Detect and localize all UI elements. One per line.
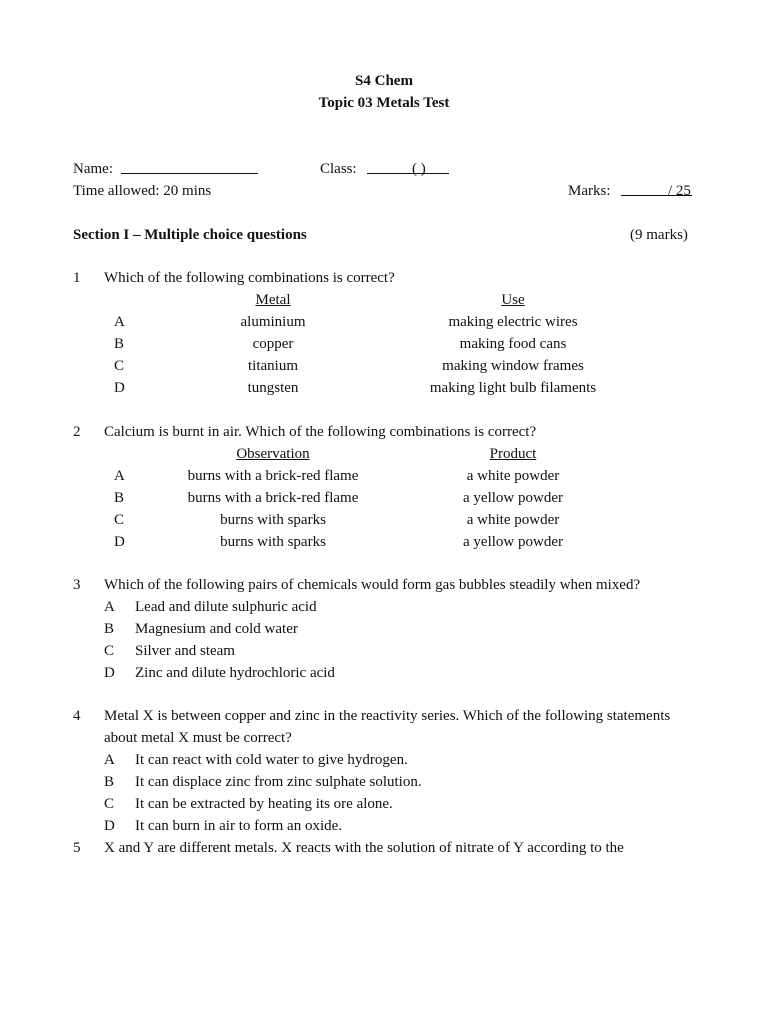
option-text: It can burn in air to form an oxide.	[135, 818, 343, 834]
option-observation: burns with sparks	[220, 512, 326, 528]
question-number: 1	[73, 270, 81, 286]
option-text: Silver and steam	[135, 643, 235, 659]
option-text: It can be extracted by heating its ore alone.	[135, 796, 393, 812]
question-number: 2	[73, 424, 81, 440]
option-metal: aluminium	[240, 314, 306, 330]
option-letter: B	[114, 490, 125, 506]
option-letter: A	[104, 752, 115, 768]
option-letter: C	[114, 358, 125, 374]
option-letter: D	[114, 380, 125, 396]
option-letter: A	[104, 599, 115, 615]
option-text: Magnesium and cold water	[135, 621, 298, 637]
option-text: Zinc and dilute hydrochloric acid	[135, 665, 335, 681]
option-product: a yellow powder	[463, 534, 563, 550]
question-number: 4	[73, 708, 81, 724]
section-title: Section I – Multiple choice questions	[73, 227, 307, 243]
option-metal: titanium	[248, 358, 298, 374]
option-letter: D	[104, 818, 115, 834]
section-marks: (9 marks)	[630, 227, 688, 243]
marks-label: Marks:	[568, 183, 611, 199]
option-letter: B	[114, 336, 125, 352]
option-use: making food cans	[459, 336, 567, 352]
time-allowed: Time allowed: 20 mins	[73, 183, 212, 199]
option-text: It can displace zinc from zinc sulphate solution.	[135, 774, 422, 790]
option-text: Lead and dilute sulphuric acid	[135, 599, 317, 615]
name-label: Name:	[73, 161, 113, 177]
question-stem: X and Y are different metals. X reacts with the solution of nitrate of Y according to the	[104, 840, 624, 856]
option-letter: C	[104, 796, 115, 812]
class-number-paren: ( )	[412, 161, 426, 177]
option-letter: B	[104, 774, 115, 790]
class-label: Class:	[320, 161, 357, 177]
column-header-use: Use	[501, 292, 525, 308]
page-title: S4 Chem	[355, 73, 413, 89]
option-metal: copper	[252, 336, 294, 352]
option-observation: burns with a brick-red flame	[187, 468, 359, 484]
option-metal: tungsten	[247, 380, 299, 396]
class-blank[interactable]	[367, 159, 449, 174]
option-letter: A	[114, 314, 125, 330]
option-use: making electric wires	[448, 314, 578, 330]
question-stem: Which of the following combinations is correct?	[104, 270, 395, 286]
option-use: making light bulb filaments	[429, 380, 597, 396]
option-letter: D	[104, 665, 115, 681]
option-text: It can react with cold water to give hydrogen.	[135, 752, 408, 768]
question-stem: Calcium is burnt in air. Which of the following combinations is correct?	[104, 424, 537, 440]
option-letter: B	[104, 621, 115, 637]
option-letter: C	[114, 512, 125, 528]
option-letter: D	[114, 534, 125, 550]
question-stem: Which of the following pairs of chemicals would form gas bubbles steadily when mixed?	[104, 577, 641, 593]
option-letter: C	[104, 643, 115, 659]
question-number: 3	[73, 577, 81, 593]
question-number: 5	[73, 840, 81, 856]
marks-total: / 25	[668, 183, 691, 199]
option-product: a white powder	[466, 512, 560, 528]
question-stem-line-1: Metal X is between copper and zinc in the reactivity series. Which of the following statements	[104, 708, 671, 724]
option-observation: burns with a brick-red flame	[187, 490, 359, 506]
column-header-product: Product	[489, 446, 537, 462]
option-letter: A	[114, 468, 125, 484]
name-blank[interactable]	[121, 159, 258, 174]
option-use: making window frames	[442, 358, 584, 374]
option-product: a white powder	[466, 468, 560, 484]
question-stem-line-2: about metal X must be correct?	[104, 730, 292, 746]
option-observation: burns with sparks	[220, 534, 326, 550]
page-subtitle: Topic 03 Metals Test	[318, 95, 450, 111]
column-header-metal: Metal	[255, 292, 291, 308]
option-product: a yellow powder	[463, 490, 563, 506]
column-header-observation: Observation	[236, 446, 310, 462]
